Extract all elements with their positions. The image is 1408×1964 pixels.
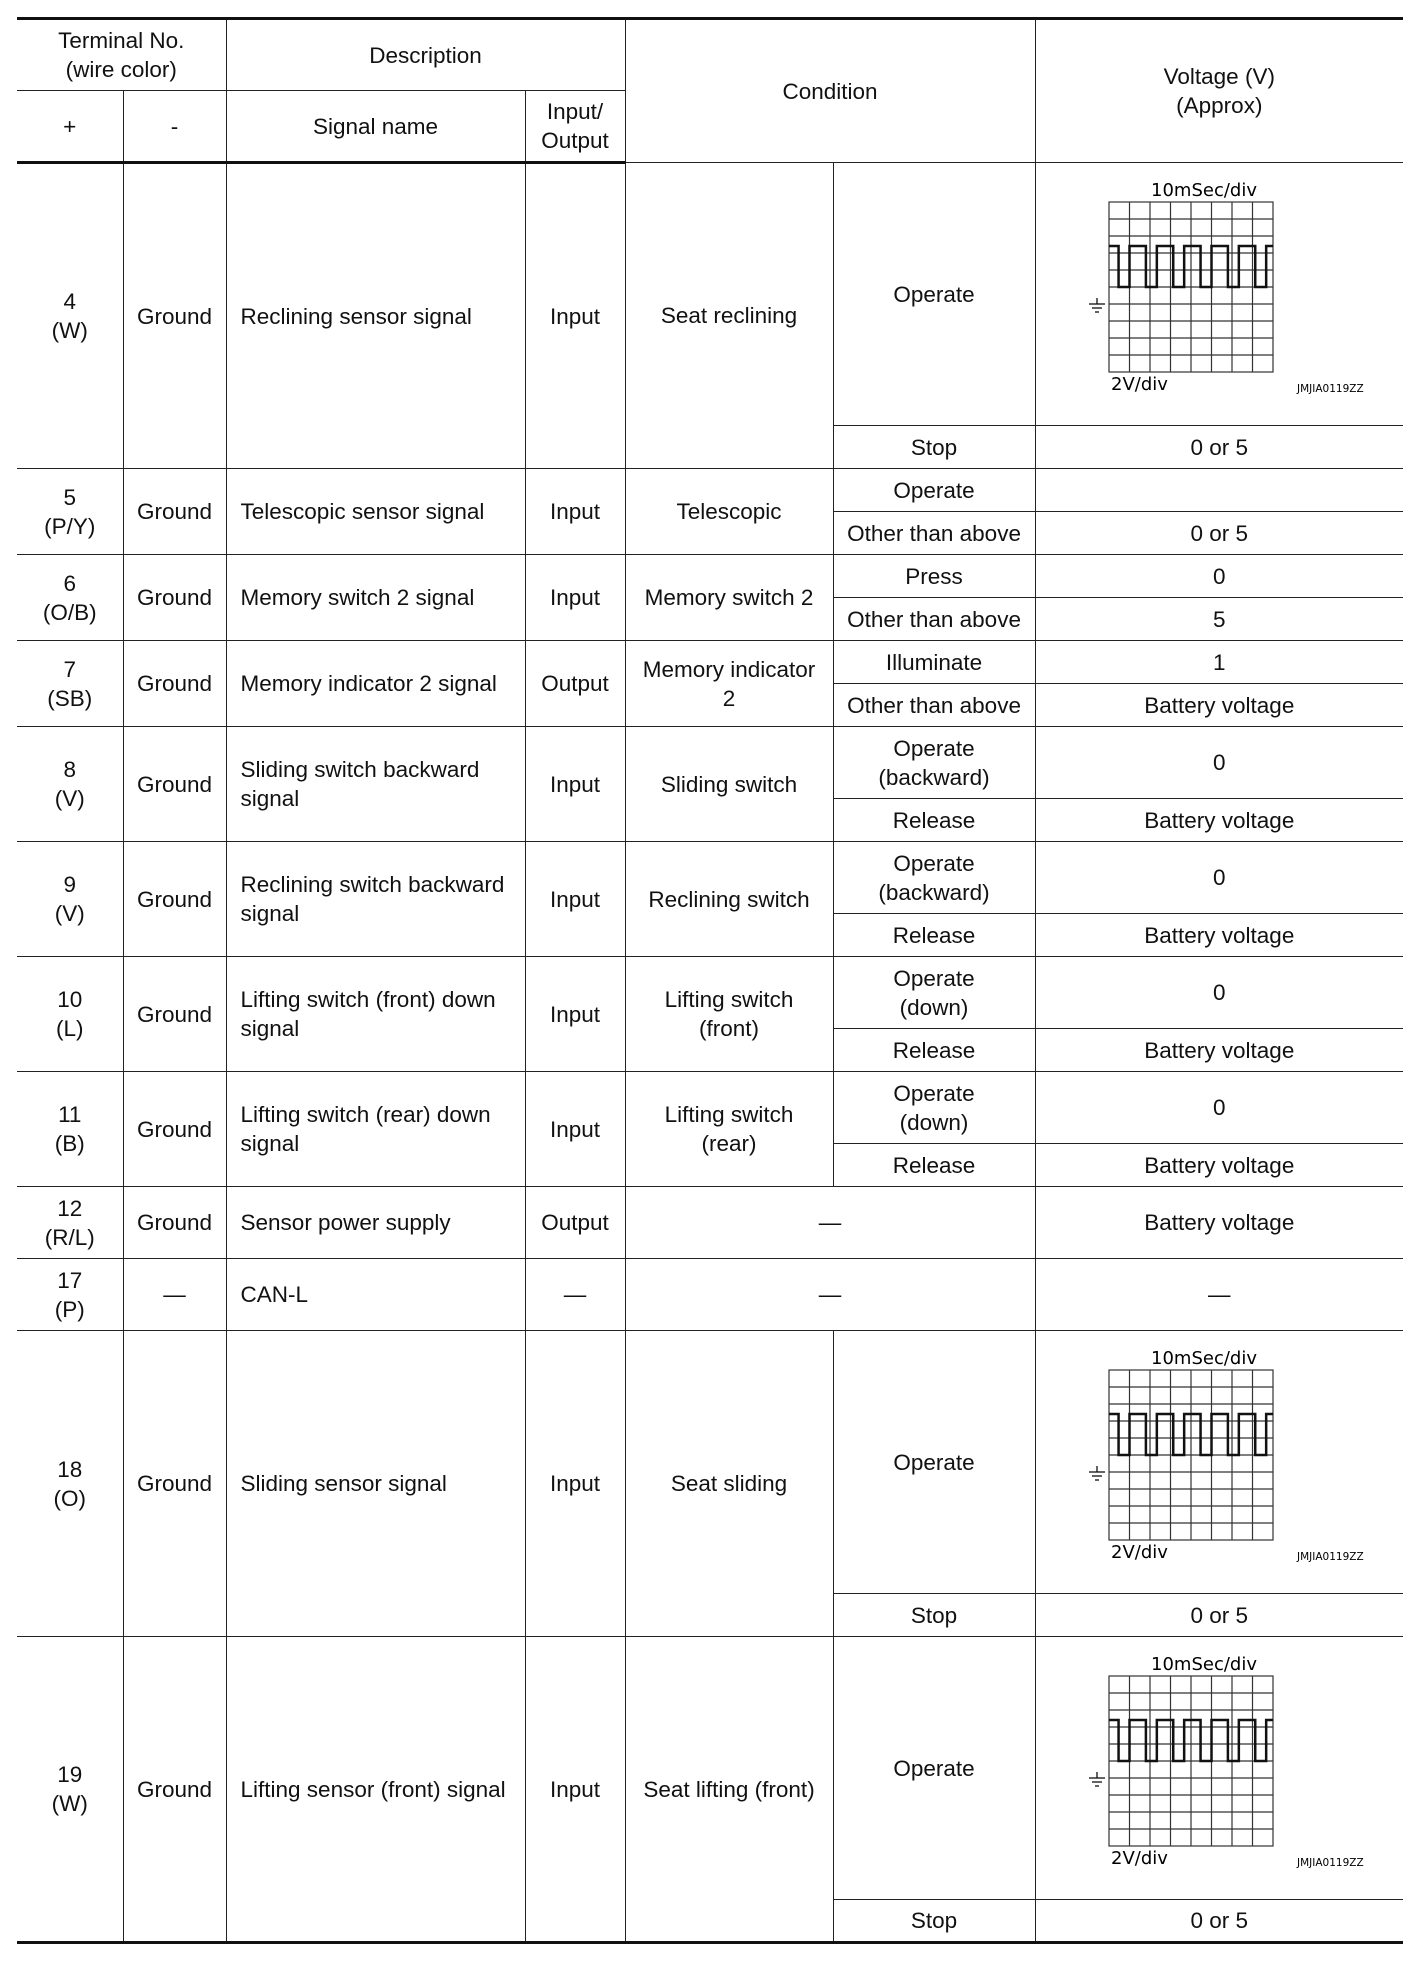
io-type: Input (525, 957, 625, 1072)
sub-condition: Stop (833, 1594, 1035, 1637)
sub-condition: Operate (833, 163, 1035, 426)
negative-terminal: Ground (123, 469, 226, 555)
io-type: Input (525, 555, 625, 641)
io-type: — (525, 1259, 625, 1331)
voltage-value: Battery voltage (1035, 1144, 1403, 1187)
condition: Lifting switch (rear) (625, 1072, 833, 1187)
ground-symbol-icon (1089, 1466, 1105, 1480)
negative-terminal: — (123, 1259, 226, 1331)
oscilloscope-grid (1109, 1370, 1273, 1540)
terminal-number: 19 (W) (17, 1637, 123, 1943)
io-type: Output (525, 641, 625, 727)
signal-name: Memory switch 2 signal (226, 555, 525, 641)
negative-terminal: Ground (123, 842, 226, 957)
signal-name: Lifting switch (rear) down signal (226, 1072, 525, 1187)
negative-terminal: Ground (123, 641, 226, 727)
table-row (17, 1637, 1403, 1900)
waveform-cell (1035, 163, 1403, 426)
table-row (17, 1259, 1403, 1331)
signal-name: Sliding switch backward signal (226, 727, 525, 842)
terminal-number: 12 (R/L) (17, 1187, 123, 1259)
header-condition: Condition (625, 19, 1035, 163)
io-type: Input (525, 842, 625, 957)
sub-condition: Operate (backward) (833, 727, 1035, 799)
sub-condition: Operate (833, 469, 1035, 512)
io-type: Input (525, 469, 625, 555)
figure-code: JMJIA0119ZZ (1297, 1857, 1364, 1869)
voltage-value: Battery voltage (1035, 684, 1403, 727)
io-type: Input (525, 727, 625, 842)
sub-condition: Other than above (833, 512, 1035, 555)
sub-condition: Release (833, 1144, 1035, 1187)
time-div-label: 10mSec/div (1151, 180, 1258, 201)
signal-name: Reclining sensor signal (226, 163, 525, 469)
negative-terminal: Ground (123, 1072, 226, 1187)
voltage-value: 1 (1035, 641, 1403, 684)
volt-div-label: 2V/div (1111, 1542, 1169, 1563)
waveform-graph (1042, 174, 1398, 414)
waveform-graph (1042, 1648, 1398, 1888)
condition: Seat lifting (front) (625, 1637, 833, 1943)
terminal-number: 5 (P/Y) (17, 469, 123, 555)
signal-name: Telescopic sensor signal (226, 469, 525, 555)
table-row (17, 555, 1403, 598)
oscilloscope-svg (1049, 174, 1389, 414)
voltage-value: Battery voltage (1035, 914, 1403, 957)
ground-symbol-icon (1089, 298, 1105, 312)
sub-condition: Other than above (833, 598, 1035, 641)
signal-name: Sensor power supply (226, 1187, 525, 1259)
io-type: Output (525, 1187, 625, 1259)
voltage-value (1035, 469, 1403, 512)
oscilloscope-grid (1109, 1676, 1273, 1846)
voltage-value: Battery voltage (1035, 1187, 1403, 1259)
time-div-label: 10mSec/div (1151, 1654, 1258, 1675)
voltage-value: 5 (1035, 598, 1403, 641)
header-signal-name: Signal name (226, 91, 525, 163)
header-voltage: Voltage (V) (Approx) (1035, 19, 1403, 163)
io-type: Input (525, 1331, 625, 1637)
header-description: Description (226, 19, 625, 91)
header-minus: - (123, 91, 226, 163)
sub-condition: Other than above (833, 684, 1035, 727)
header-io: Input/ Output (525, 91, 625, 163)
negative-terminal: Ground (123, 1187, 226, 1259)
condition: — (625, 1187, 1035, 1259)
sub-condition: Release (833, 799, 1035, 842)
voltage-value: 0 or 5 (1035, 512, 1403, 555)
voltage-value: 0 (1035, 555, 1403, 598)
terminal-number: 11 (B) (17, 1072, 123, 1187)
table-row (17, 469, 1403, 512)
voltage-value: 0 (1035, 727, 1403, 799)
sub-condition: Release (833, 1029, 1035, 1072)
terminal-number: 9 (V) (17, 842, 123, 957)
figure-code: JMJIA0119ZZ (1297, 383, 1364, 395)
waveform-graph (1042, 1342, 1398, 1582)
condition: — (625, 1259, 1035, 1331)
io-type: Input (525, 163, 625, 469)
voltage-value: 0 or 5 (1035, 1900, 1403, 1943)
volt-div-label: 2V/div (1111, 374, 1169, 395)
negative-terminal: Ground (123, 727, 226, 842)
terminal-spec-table (17, 17, 1403, 1944)
voltage-value: 0 or 5 (1035, 426, 1403, 469)
table-row (17, 1331, 1403, 1594)
terminal-number: 10 (L) (17, 957, 123, 1072)
negative-terminal: Ground (123, 555, 226, 641)
ground-symbol-icon (1089, 1772, 1105, 1786)
voltage-value: 0 or 5 (1035, 1594, 1403, 1637)
sub-condition: Illuminate (833, 641, 1035, 684)
sub-condition: Operate (833, 1331, 1035, 1594)
signal-name: Lifting sensor (front) signal (226, 1637, 525, 1943)
sub-condition: Stop (833, 426, 1035, 469)
condition: Telescopic (625, 469, 833, 555)
table-row (17, 1187, 1403, 1259)
header-plus: + (17, 91, 123, 163)
voltage-value: Battery voltage (1035, 1029, 1403, 1072)
waveform-cell (1035, 1637, 1403, 1900)
oscilloscope-svg (1049, 1648, 1389, 1888)
signal-name: Reclining switch backward signal (226, 842, 525, 957)
signal-name: Sliding sensor signal (226, 1331, 525, 1637)
negative-terminal: Ground (123, 163, 226, 469)
figure-code: JMJIA0119ZZ (1297, 1551, 1364, 1563)
terminal-number: 8 (V) (17, 727, 123, 842)
io-type: Input (525, 1072, 625, 1187)
header-terminal: Terminal No. (wire color) (17, 19, 226, 91)
sub-condition: Release (833, 914, 1035, 957)
table-row (17, 957, 1403, 1029)
condition: Seat sliding (625, 1331, 833, 1637)
sub-condition: Operate (down) (833, 957, 1035, 1029)
negative-terminal: Ground (123, 957, 226, 1072)
voltage-value: 0 (1035, 1072, 1403, 1144)
table-row (17, 641, 1403, 684)
voltage-value: 0 (1035, 842, 1403, 914)
oscilloscope-svg (1049, 1342, 1389, 1582)
negative-terminal: Ground (123, 1331, 226, 1637)
condition: Memory switch 2 (625, 555, 833, 641)
condition: Memory indicator 2 (625, 641, 833, 727)
sub-condition: Operate (down) (833, 1072, 1035, 1144)
condition: Seat reclining (625, 163, 833, 469)
terminal-number: 18 (O) (17, 1331, 123, 1637)
volt-div-label: 2V/div (1111, 1848, 1169, 1869)
io-type: Input (525, 1637, 625, 1943)
signal-name: CAN-L (226, 1259, 525, 1331)
waveform-cell (1035, 1331, 1403, 1594)
voltage-value: Battery voltage (1035, 799, 1403, 842)
table-row (17, 727, 1403, 799)
voltage-value: 0 (1035, 957, 1403, 1029)
sub-condition: Operate (833, 1637, 1035, 1900)
sub-condition: Operate (backward) (833, 842, 1035, 914)
terminal-number: 6 (O/B) (17, 555, 123, 641)
negative-terminal: Ground (123, 1637, 226, 1943)
oscilloscope-grid (1109, 202, 1273, 372)
signal-name: Memory indicator 2 signal (226, 641, 525, 727)
condition: Lifting switch (front) (625, 957, 833, 1072)
terminal-number: 4 (W) (17, 163, 123, 469)
terminal-number: 7 (SB) (17, 641, 123, 727)
table-row (17, 163, 1403, 426)
sub-condition: Stop (833, 1900, 1035, 1943)
table-row (17, 842, 1403, 914)
sub-condition: Press (833, 555, 1035, 598)
time-div-label: 10mSec/div (1151, 1348, 1258, 1369)
voltage-value: — (1035, 1259, 1403, 1331)
condition: Reclining switch (625, 842, 833, 957)
table-row (17, 1072, 1403, 1144)
condition: Sliding switch (625, 727, 833, 842)
terminal-number: 17 (P) (17, 1259, 123, 1331)
signal-name: Lifting switch (front) down signal (226, 957, 525, 1072)
